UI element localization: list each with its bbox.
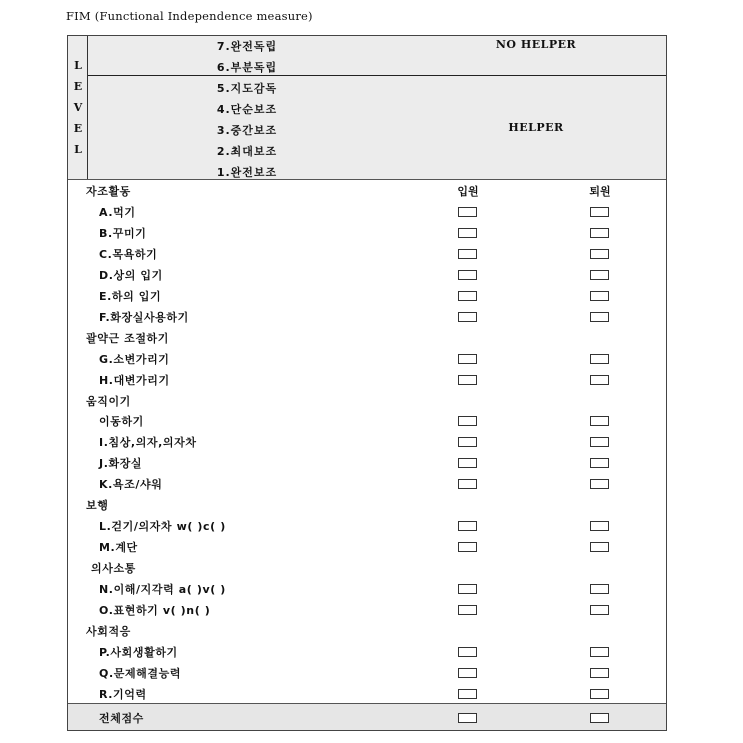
discharge-score-checkbox[interactable] [590,647,609,657]
helper-label: HELPER [508,121,564,134]
item-label: F.화장실사용하기 [99,310,189,324]
total-discharge-checkbox[interactable] [590,713,609,723]
item-row [68,201,666,222]
level-6-label: 6.부분독립 [216,61,278,74]
discharge-score-checkbox[interactable] [590,270,609,280]
discharge-score-checkbox[interactable] [590,458,609,468]
level-4-label: 4.단순보조 [216,103,278,116]
item-label: P.사회생활하기 [99,645,178,659]
discharge-score-checkbox[interactable] [590,312,609,322]
item-label: H.대변가리기 [99,373,170,387]
item-row [68,473,666,494]
level-letter: L [74,59,82,72]
section-row [68,390,666,411]
item-row [68,515,666,536]
item-row [68,222,666,243]
item-row [68,452,666,473]
item-label: I.침상,의자,의자차 [99,436,197,450]
item-row [68,536,666,557]
item-label: L.걷기/의자차 w( )c( ) [99,520,226,534]
item-label: D.상의 입기 [99,268,163,282]
admission-score-checkbox[interactable] [458,605,477,615]
section-label: 움직이기 [86,394,131,408]
item-label: Q.문제해결능력 [99,666,182,680]
item-row [68,306,666,327]
section-row [68,494,666,515]
admission-score-checkbox[interactable] [458,584,477,594]
discharge-score-checkbox[interactable] [590,291,609,301]
item-row [68,410,666,431]
item-label: 이동하기 [99,415,144,429]
level-header [68,36,666,180]
admission-score-checkbox[interactable] [458,270,477,280]
admission-score-checkbox[interactable] [458,207,477,217]
section-row [68,180,666,201]
discharge-score-checkbox[interactable] [590,605,609,615]
section-row [68,557,666,578]
total-score-label: 전체점수 [99,712,144,725]
discharge-score-checkbox[interactable] [590,479,609,489]
level-1-label: 1.완전보조 [216,166,278,179]
discharge-score-checkbox[interactable] [590,249,609,259]
item-label: N.이해/지각력 a( )v( ) [99,583,226,597]
item-label: J.화장실 [99,457,143,471]
item-row [68,683,666,704]
admission-score-checkbox[interactable] [458,249,477,259]
discharge-score-checkbox[interactable] [590,207,609,217]
discharge-score-checkbox[interactable] [590,228,609,238]
item-row [68,243,666,264]
helper-divider [88,75,666,76]
item-row [68,264,666,285]
section-label: 의사소통 [91,562,136,576]
admission-score-checkbox[interactable] [458,521,477,531]
level-5-label: 5.지도감독 [216,82,278,95]
section-label: 괄약근 조절하기 [86,331,170,345]
item-row [68,348,666,369]
admission-score-checkbox[interactable] [458,689,477,699]
item-row [68,599,666,620]
form-title: FIM (Functional Independence measure) [66,9,313,23]
admission-score-checkbox[interactable] [458,228,477,238]
item-row [68,369,666,390]
no-helper-label: NO HELPER [495,38,577,51]
discharge-score-checkbox[interactable] [590,689,609,699]
admission-score-checkbox[interactable] [458,668,477,678]
item-label: A.먹기 [99,205,136,219]
item-label: K.욕조/샤워 [99,478,163,492]
admission-score-checkbox[interactable] [458,542,477,552]
item-label: M.계단 [99,541,138,555]
item-row [68,662,666,683]
section-row [68,620,666,641]
fim-table [67,35,667,731]
total-score-row [68,703,666,730]
level-2-label: 2.최대보조 [216,145,278,158]
admission-score-checkbox[interactable] [458,458,477,468]
total-admission-checkbox[interactable] [458,713,477,723]
discharge-score-checkbox[interactable] [590,542,609,552]
admission-score-checkbox[interactable] [458,647,477,657]
item-rows [68,180,666,704]
admission-score-checkbox[interactable] [458,312,477,322]
discharge-score-checkbox[interactable] [590,375,609,385]
item-label: B.꾸미기 [99,226,147,240]
discharge-score-checkbox[interactable] [590,584,609,594]
level-letter: E [73,80,83,93]
item-row [68,578,666,599]
level-3-label: 3.중간보조 [216,124,278,137]
admission-score-checkbox[interactable] [458,354,477,364]
admission-score-checkbox[interactable] [458,375,477,385]
level-column [68,36,88,179]
admission-score-checkbox[interactable] [458,291,477,301]
section-row [68,327,666,348]
level-letter: L [74,143,82,156]
item-label: C.목욕하기 [99,247,158,261]
level-letter: V [73,101,83,114]
item-label: O.표현하기 v( )n( ) [99,604,211,618]
level-7-label: 7.완전독립 [216,40,278,53]
item-row [68,285,666,306]
discharge-score-checkbox[interactable] [590,354,609,364]
discharge-score-checkbox[interactable] [590,437,609,447]
item-row [68,431,666,452]
item-label: R.기억력 [99,687,147,701]
section-label: 자조활동 [86,185,131,198]
discharge-score-checkbox[interactable] [590,521,609,531]
item-row [68,641,666,662]
section-label: 사회적응 [86,625,131,639]
discharge-score-checkbox[interactable] [590,416,609,426]
admission-column-header: 입원 [457,185,479,198]
item-label: G.소변가리기 [99,352,170,366]
item-label: E.하의 입기 [99,289,162,303]
discharge-column-header: 퇴원 [589,185,611,198]
admission-score-checkbox[interactable] [458,437,477,447]
discharge-score-checkbox[interactable] [590,668,609,678]
admission-score-checkbox[interactable] [458,416,477,426]
admission-score-checkbox[interactable] [458,479,477,489]
section-label: 보행 [86,499,109,513]
level-letter: E [73,122,83,135]
